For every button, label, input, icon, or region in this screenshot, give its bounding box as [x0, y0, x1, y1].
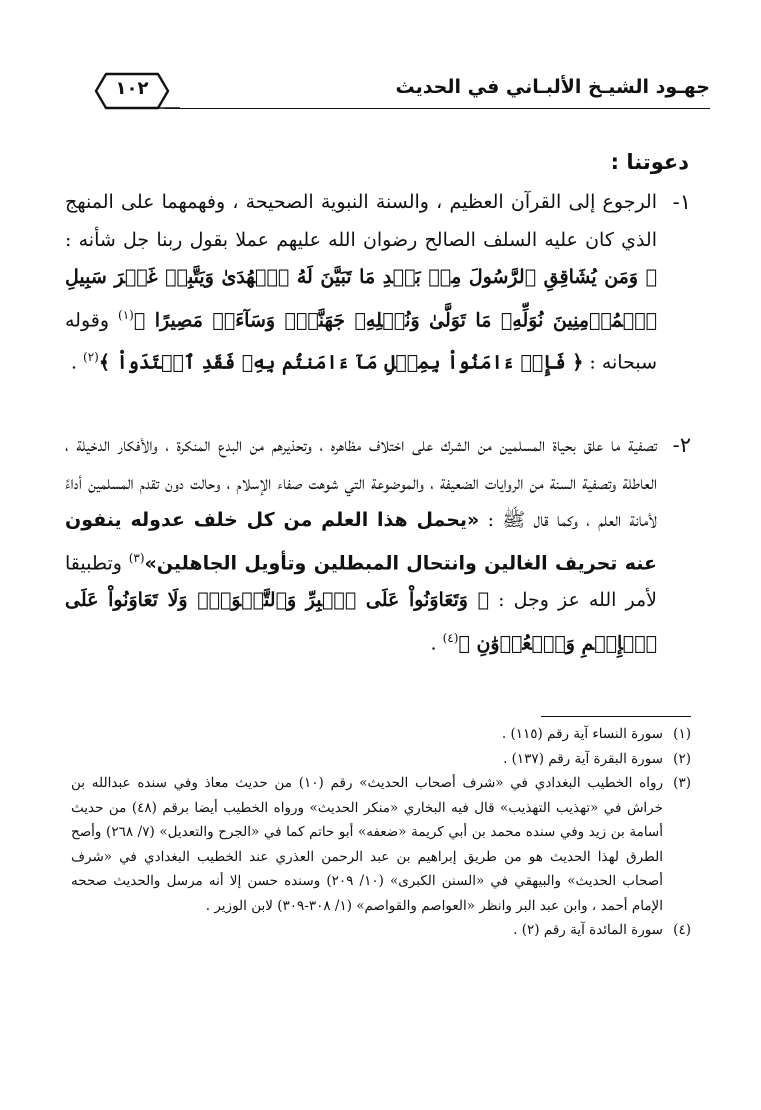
- footnote-ref: (٣): [128, 550, 145, 565]
- point-1: [65, 184, 691, 382]
- body-text: وقوله سبحانه :: [65, 308, 657, 374]
- footnote-item: [71, 722, 691, 747]
- page-number-badge: [70, 66, 180, 116]
- footnote-number: (٤): [673, 922, 691, 938]
- quran-verse: ﴿ وَتَعَاوَنُواْ عَلَى ٱلۡبِرِّ وَٱلتَّقۡوَىٰۖ وَلَا تَعَاوَنُواْ عَلَى ٱلۡإِثۡمِ وَٱلۡعُدۡوَٰنِ ﴾: [65, 589, 657, 655]
- footnote-text: رواه الخطيب البغدادي في «شرف أصحاب الحديث» رقم (١٠) من حديث معاذ وفي سنده عبدالله بن خراش في «تهذيب التهذيب» قال فيه البخاري «منكر الحديث» ورواه الخطيب أيضا برقم (٤٨) من حديث أسامة بن زيد وفي سنده محمد بن أبي كريمة «ضعفه» أبو حاتم كما في «الجرح والتعديل» (٧/ ٢٦٨) وأصح الطرق لهذا الحديث هو من طريق إبراهيم بن عبد الرحمن العذري عند الخطيب البغدادي في «شرف أصحاب الحديث» والبيهقي في «السنن الكبرى» (١٠/ ٢٠٩) وسنده حسن إلا أنه مرسل والحديث صححه الإمام أحمد ، وابن عبد البر وانظر «العواصم والقواصم» (١/ ٣٠٨-٣٠٩) لابن الوزير .: [71, 775, 664, 914]
- quran-verse: ﴿ فَإِنۡ ءَامَنُواْ بِمِثۡلِ مَآ ءَامَنتُم بِهِۦ فَقَدِ ٱهۡتَدَواْ ﴾: [98, 351, 584, 374]
- body-text: وتطبيقا لأمر الله عز وجل :: [65, 551, 657, 612]
- footnotes: [71, 722, 691, 943]
- footnote-number: (٣): [673, 775, 691, 791]
- section-heading: دعوتنا :: [610, 150, 689, 174]
- footnote-number: (٢): [673, 750, 691, 767]
- page-number: ١٠٢: [115, 78, 149, 99]
- footnote-text: سورة البقرة آية رقم (١٣٧) .: [503, 750, 663, 767]
- point-2: [65, 427, 691, 663]
- point-text: [65, 427, 657, 663]
- footnote-item: [71, 747, 691, 772]
- footnote-text: سورة المائدة آية رقم (٢) .: [513, 922, 663, 938]
- footnote-ref: (١): [118, 307, 134, 322]
- header-rule: [165, 108, 710, 109]
- point-number: ٢-: [672, 433, 691, 457]
- footnote-text: سورة النساء آية رقم (١١٥) .: [501, 726, 663, 742]
- period: .: [70, 351, 77, 374]
- body-text: الرجوع إلى القرآن العظيم ، والسنة النبوية الصحيحة ، وفهمهما على المنهج الذي كان عليه السلف الصالح رضوان الله عليهم عملا بقول ربنا جل شأنه :: [65, 191, 657, 251]
- footnote-number: (١): [673, 726, 691, 742]
- footnote-item: [71, 918, 691, 943]
- footnote-ref: (٢): [83, 350, 99, 365]
- point-text: [65, 184, 657, 382]
- footnote-separator: [541, 716, 691, 717]
- footnote-ref: (٤): [442, 630, 459, 645]
- page-header: [70, 66, 710, 116]
- period: .: [430, 632, 437, 655]
- quran-verse: ﴿ وَمَن يُشَاقِقِ ٱلرَّسُولَ مِنۢ بَعۡدِ مَا تَبَيَّنَ لَهُ ٱلۡهُدَىٰ وَيَتَّبِعۡ غَيۡرَ سَبِيلِ ٱلۡمُؤۡمِنِينَ نُوَلِّهِۦ مَا تَوَلَّىٰ وَنُصۡلِهِۦ جَهَنَّمَۖ وَسَآءَتۡ مَصِيرًا ﴾: [65, 266, 657, 331]
- hadith-quote: «يحمل هذا العلم من كل خلف عدوله ينفون عنه تحريف الغالين وانتحال المبطلين وتأويل الجاهلين»: [65, 509, 657, 574]
- body-text: تصفية ما علق بحياة المسلمين من الشرك على اختلاف مظاهره ، وتحذيرهم من البدع المنكرة ، والأفكار الدخيلة ، العاطلة وتصفية السنة من الروايات الضعيفة ، والموضوعة التي شوهت صفاء الإسلام ، وحالت دون تقدم المسلمين أداءً لأمانة العلم ، وكما قال ﷺ :: [65, 434, 657, 531]
- running-title: جهـود الشيـخ الألبـاني في الحديث: [395, 76, 710, 98]
- footnote-item: [71, 771, 691, 918]
- point-number: ١-: [672, 190, 691, 214]
